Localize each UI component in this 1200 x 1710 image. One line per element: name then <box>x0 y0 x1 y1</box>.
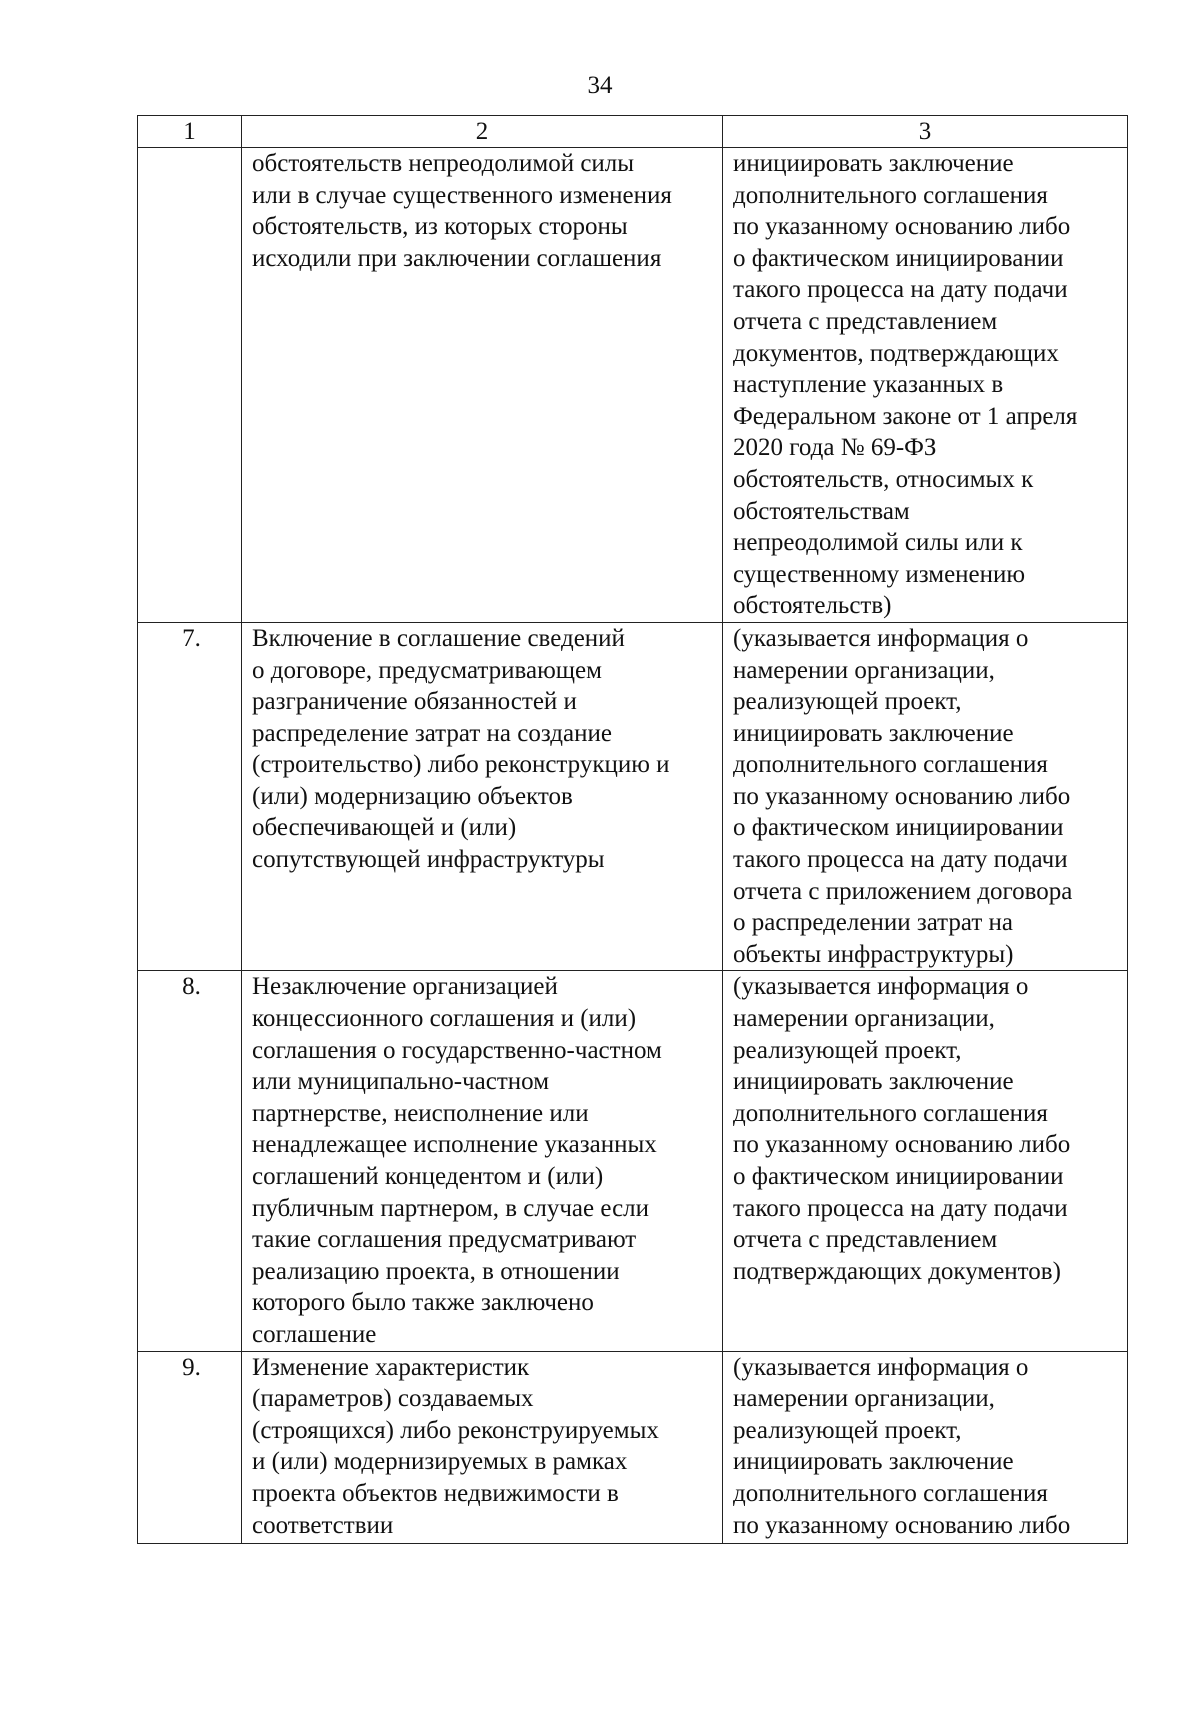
table-row <box>138 971 1128 1351</box>
column-header-2: 2 <box>242 116 723 148</box>
row-number: 7. <box>138 622 242 971</box>
table-row <box>138 622 1128 971</box>
column-header-3: 3 <box>723 116 1128 148</box>
row-condition-text: Изменение характеристик (параметров) создаваемых (строящихся) либо реконструируемых и (или) модернизируемых в рамках проекта объектов недвижимости в соответствии <box>242 1351 723 1543</box>
row-number <box>138 148 242 623</box>
table-row <box>138 1351 1128 1543</box>
row-condition-text: обстоятельств непреодолимой силы или в случае существенного изменения обстоятельств, из которых стороны исходили при заключении соглашения <box>242 148 723 623</box>
row-info-text: (указывается информация о намерении организации, реализующей проект, инициировать заключение дополнительного соглашения по указанному основанию либо <box>723 1351 1128 1543</box>
row-info-text: инициировать заключение дополнительного соглашения по указанному основанию либо о фактическом инициировании такого процесса на дату подачи отчета с представлением документов, подтверждающих наступление указанных в Федеральном законе от 1 апреля 2020 года № 69-ФЗ обстоятельств, относимых к обстоятельствам непреодолимой силы или к существенному изменению обстоятельств) <box>723 148 1128 623</box>
page-number: 34 <box>587 72 613 99</box>
column-header-1: 1 <box>138 116 242 148</box>
row-number: 8. <box>138 971 242 1351</box>
table-header-row <box>138 116 1128 148</box>
table-row <box>138 148 1128 623</box>
row-info-text: (указывается информация о намерении организации, реализующей проект, инициировать заключение дополнительного соглашения по указанному основанию либо о фактическом инициировании такого процесса на дату подачи отчета с приложением договора о распределении затрат на объекты инфраструктуры) <box>723 622 1128 971</box>
row-condition-text: Включение в соглашение сведений о договоре, предусматривающем разграничение обязанностей и распределение затрат на создание (строительство) либо реконструкцию и (или) модернизацию объектов обеспечивающей и (или) сопутствующей инфраструктуры <box>242 622 723 971</box>
row-number: 9. <box>138 1351 242 1543</box>
row-condition-text: Незаключение организацией концессионного соглашения и (или) соглашения о государственно-частном или муниципально-частном партнерстве, неисполнение или ненадлежащее исполнение указанных соглашений концедентом и (или) публичным партнером, в случае если такие соглашения предусматривают реализацию проекта, в отношении которого было также заключено соглашение <box>242 971 723 1351</box>
row-info-text: (указывается информация о намерении организации, реализующей проект, инициировать заключение дополнительного соглашения по указанному основанию либо о фактическом инициировании такого процесса на дату подачи отчета с представлением подтверждающих документов) <box>723 971 1128 1351</box>
document-table <box>137 115 1128 1544</box>
